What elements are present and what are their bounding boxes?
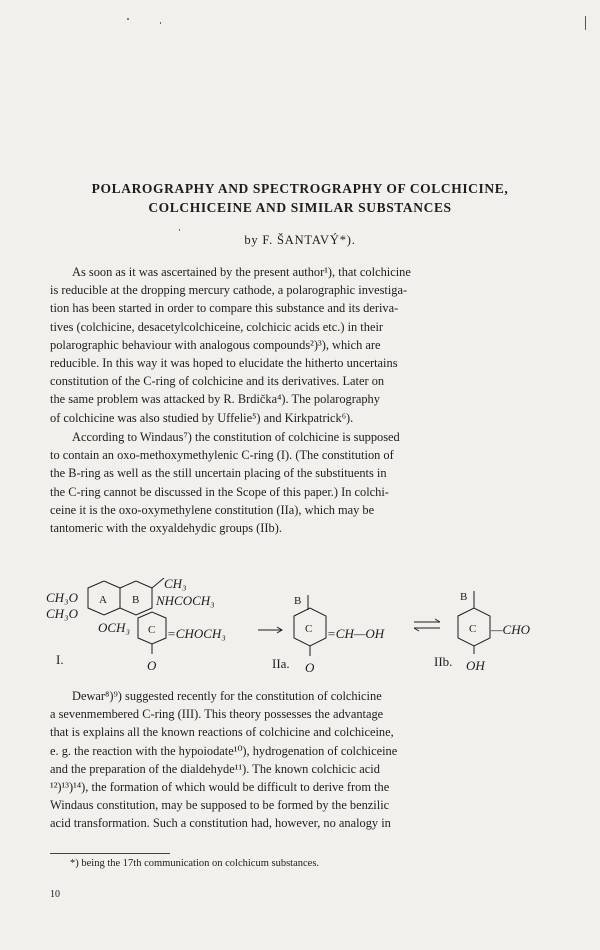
formula-I (46, 578, 226, 673)
ring-C-label: C (148, 624, 156, 636)
text-line: polarographic behaviour with analogous compounds²)³), which are (50, 337, 381, 352)
text-line: of colchicine was also studied by Uffelie⁵) and Kirkpatrick⁶). (50, 410, 354, 425)
paragraph-3 (50, 687, 548, 833)
formula-IIb (434, 591, 531, 673)
ring-A-label: A (99, 594, 107, 606)
scan-speck (179, 229, 180, 231)
scan-speck (127, 18, 129, 20)
footnote: *) being the 17th communication on colchicum substances. (70, 858, 320, 869)
text-line: Windaus constitution, may be supposed to be formed by the benzilic (50, 798, 390, 813)
text-line: constitution of the C-ring of colchicine and its derivatives. Later on (50, 374, 385, 389)
text-line: According to Windaus⁷) the constitution of colchicine is supposed (72, 430, 400, 444)
text-line: that is explains all the known reactions of colchicine and colchiceine, (50, 725, 394, 740)
formula-ch3: CH₃ (164, 578, 187, 591)
text-line: ¹²)¹³)¹⁴), the formation of which would be difficult to derive from the (50, 779, 390, 794)
text-line: to contain an oxo-methoxymethylenic C-ring (I). (The constitution of (50, 448, 394, 463)
formula-ch3o-bottom: CH₃O (46, 606, 78, 621)
text-line: acid transformation. Such a constitution had, however, no analogy in (50, 816, 391, 831)
text-line: Dewar⁸)⁹) suggested recently for the constitution of colchicine (72, 689, 382, 703)
paper-title-line-1: POLAROGRAPHY AND SPECTROGRAPHY OF COLCHICINE, (91, 181, 509, 196)
text-line: e. g. the reaction with the hypoiodate¹⁰), hydrogenation of colchiceine (50, 743, 398, 758)
ring-B-label: B (132, 594, 140, 606)
text-line: ceine it is the oxo-oxymethylene constitution (IIa), which may be (50, 502, 375, 517)
ring-C-label: C (469, 623, 477, 635)
text-line: tives (colchicine, desacetylcolchiceine, colchicic acids etc.) in their (50, 319, 384, 334)
formula-oxo-I: O (147, 658, 157, 673)
ring-B-label: B (294, 595, 302, 607)
formula-cho: —CHO (491, 622, 531, 637)
text-line: reducible. In this way it was hoped to elucidate the hitherto uncertains (50, 355, 398, 370)
paragraph-1 (50, 263, 548, 427)
label-IIb: IIb. (434, 654, 453, 669)
label-I: I. (56, 652, 64, 667)
text-line: the B-ring as well as the still uncertain placing of the substituents in (50, 466, 387, 481)
text-line: and the preparation of the dialdehyde¹¹). The known colchicic acid (50, 761, 380, 776)
text-line: is reducible at the dropping mercury cathode, a polarographic investiga- (50, 283, 408, 298)
text-line: the same problem was attacked by R. Brdička⁴). The polarography (50, 392, 380, 407)
text-line: As soon as it was ascertained by the present author¹), that colchicine (72, 265, 411, 279)
text-line: a sevenmembered C-ring (III). This theory possesses the advantage (50, 707, 384, 722)
formula-ch-oh: =CH—OH (327, 626, 385, 641)
formula-nhcoch3: NHCOCH₃ (156, 593, 215, 608)
formula-choch3: =CHOCH₃ (167, 626, 226, 641)
formula-oh: OH (466, 658, 485, 673)
text-line: tantomeric with the oxyaldehydic groups (IIb). (50, 520, 282, 535)
formula-oxo-IIa: O (305, 660, 315, 674)
formula-och3: OCH₃ (98, 620, 130, 635)
footnote-rule (50, 853, 170, 854)
formula-IIa (272, 595, 385, 674)
scan-speck (585, 16, 586, 30)
label-IIa: IIa. (272, 656, 290, 671)
scan-speck (160, 22, 161, 24)
ring-B-label: B (460, 591, 468, 603)
text-line: the C-ring cannot be discussed in the Scope of this paper.) In colchi- (50, 484, 389, 499)
ring-C-label: C (305, 623, 313, 635)
formula-ch3o-top: CH₃O (46, 590, 78, 605)
structural-formulas (46, 578, 562, 674)
text-line: tion has been started in order to compare this substance and its deriva- (50, 301, 399, 316)
author-line: by F. ŠANTAVÝ*). (244, 233, 356, 247)
paper-title-line-2: COLCHICEINE AND SIMILAR SUBSTANCES (148, 200, 452, 215)
page-number: 10 (50, 889, 60, 900)
paragraph-2 (50, 428, 548, 537)
